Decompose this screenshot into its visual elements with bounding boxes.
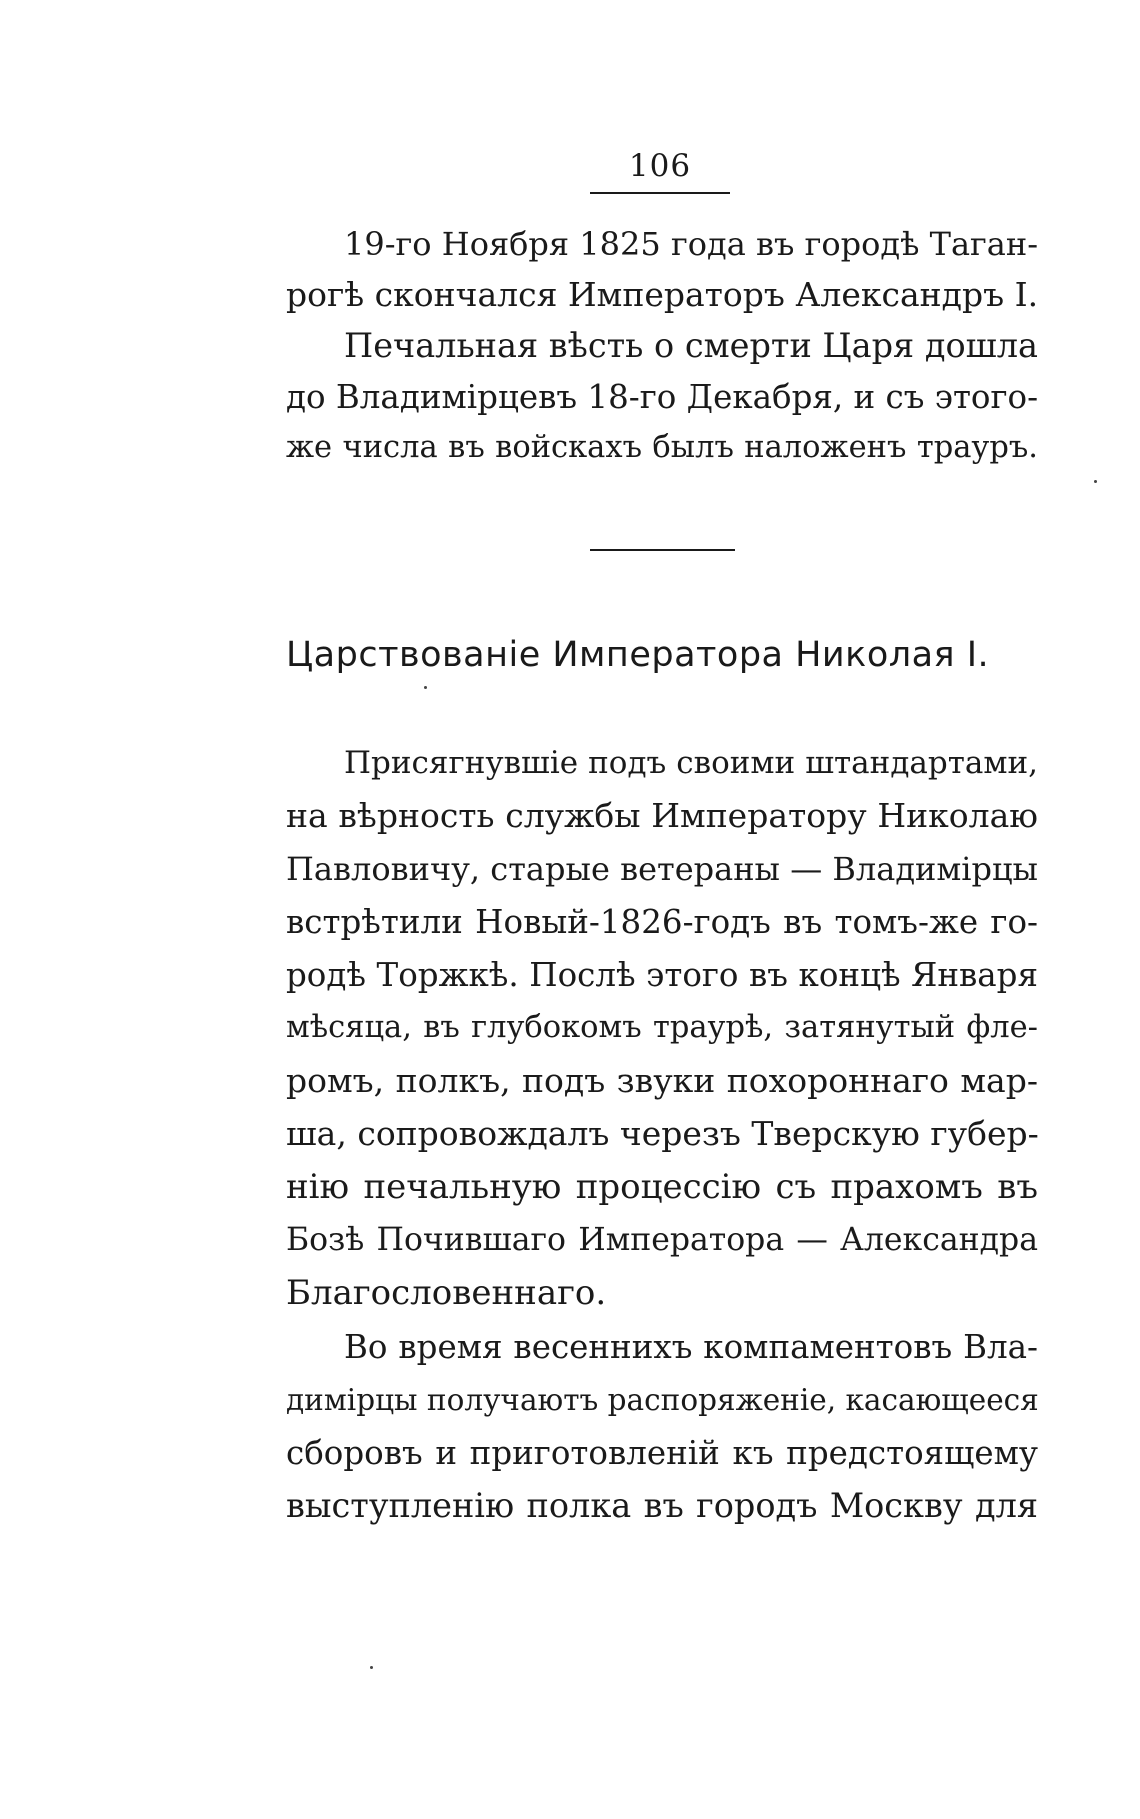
scan-speck bbox=[370, 1666, 373, 1669]
text-line: встрѣтили Новый-1826-годъ въ томъ-же го- bbox=[286, 903, 1038, 941]
text-line: на вѣрность службы Императору Николаю bbox=[286, 796, 1038, 835]
text-line: же числа въ войскахъ былъ наложенъ трауръ. bbox=[286, 430, 1038, 465]
text-line: выступленію полка въ городъ Москву для bbox=[286, 1486, 1038, 1525]
text-line: димірцы получаютъ распоряженіе, касающееся bbox=[286, 1383, 1039, 1417]
text-line: ша, сопровождалъ черезъ Тверскую губер- bbox=[286, 1114, 1039, 1153]
text-line: Присягнувшіе подъ своими штандартами, bbox=[344, 745, 1038, 781]
text-line: нію печальную процессію съ прахомъ въ bbox=[286, 1167, 1038, 1207]
text-line: 19-го Ноября 1825 года въ городѣ Таган- bbox=[344, 225, 1038, 263]
text-line: Печальная вѣсть о смерти Царя дошла bbox=[344, 326, 1039, 365]
section-divider-rule bbox=[590, 549, 735, 551]
scan-speck bbox=[1094, 480, 1097, 483]
text-line: рогѣ скончался Императоръ Александръ I. bbox=[286, 275, 1039, 314]
page-number: 106 bbox=[628, 148, 692, 184]
text-line: ромъ, полкъ, подъ звуки похороннаго мар- bbox=[286, 1061, 1038, 1100]
text-line: Бозѣ Почившаго Императора — Александра bbox=[286, 1222, 1038, 1258]
scan-speck bbox=[424, 686, 427, 689]
header-rule bbox=[590, 192, 730, 194]
text-line: Во время весеннихъ компаментовъ Вла- bbox=[344, 1328, 1038, 1366]
text-line: родѣ Торжкѣ. Послѣ этого въ концѣ Января bbox=[286, 956, 1038, 994]
text-line: мѣсяца, въ глубокомъ траурѣ, затянутый фле- bbox=[286, 1010, 1038, 1045]
section-heading: Царствованіе Императора Николая I. bbox=[286, 635, 990, 675]
text-line: Павловичу, старые ветераны — Владимірцы bbox=[286, 850, 1038, 888]
text-line: сборовъ и приготовленій къ предстоящему bbox=[286, 1434, 1038, 1472]
text-line: до Владимірцевъ 18-го Декабря, и съ этого- bbox=[286, 378, 1039, 416]
text-line: Благословеннаго. bbox=[286, 1273, 607, 1313]
